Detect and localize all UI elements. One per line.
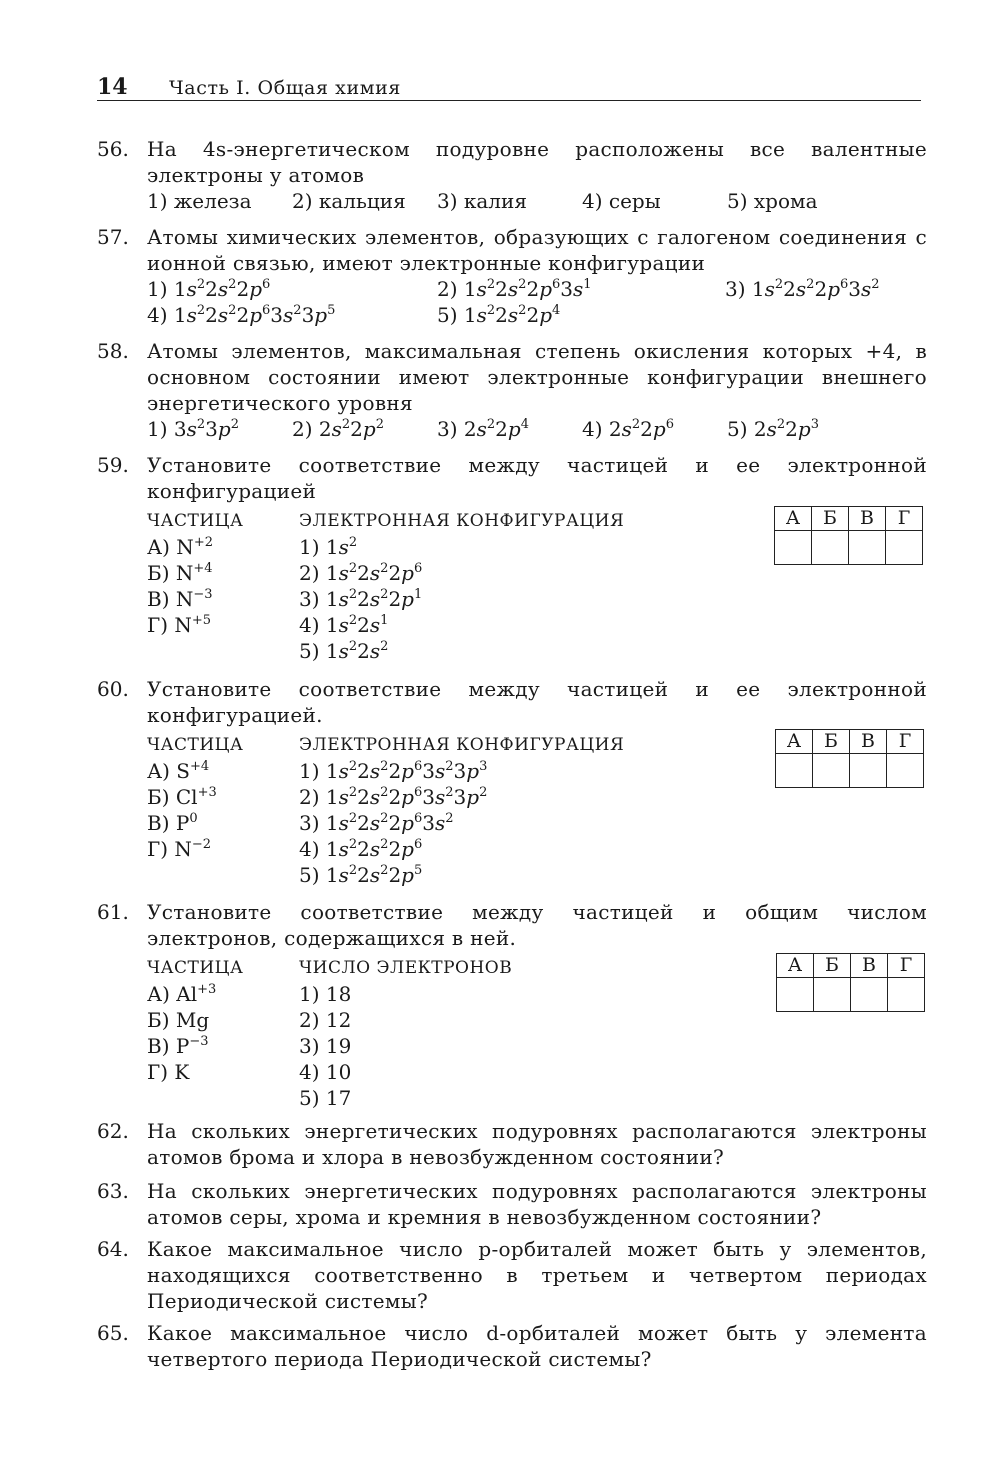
grid-header-v: В bbox=[851, 954, 888, 978]
answer-grid bbox=[776, 953, 925, 1012]
configuration-item: 4) $1s^22s^1$ bbox=[299, 613, 389, 637]
option-2: 2) $1s^22s^22p^63s^1$ bbox=[437, 277, 592, 301]
configuration-item: 2) $1s^22s^22p^6$ bbox=[299, 561, 423, 585]
question-text: Какое максимальное число d-орбиталей может быть у элемента четвертого периода Периодической системы? bbox=[147, 1321, 927, 1371]
question-64 bbox=[97, 1236, 927, 1314]
grid-header-b: Б bbox=[812, 507, 849, 531]
option-4: 4) $2s^22p^6$ bbox=[582, 417, 674, 441]
grid-answer-cell[interactable] bbox=[813, 754, 850, 788]
configuration-column bbox=[299, 508, 624, 664]
particle-item: Б) $N^{+4}$ bbox=[147, 561, 213, 585]
grid-header-b: Б bbox=[813, 730, 850, 754]
grid-answer-cell[interactable] bbox=[850, 754, 887, 788]
grid-header-v: В bbox=[849, 507, 886, 531]
option-4: 4) $1s^22s^22p^63s^23p^5$ bbox=[147, 303, 336, 327]
answer-options bbox=[147, 188, 927, 214]
particle-item: Г) $N^{+5}$ bbox=[147, 613, 212, 637]
question-text: Установите соответствие между частицей и общим числом электронов, содержащихся в ней. bbox=[147, 900, 927, 950]
column-heading: ЧАСТИЦА bbox=[147, 511, 244, 531]
grid-header-v: В bbox=[850, 730, 887, 754]
question-63 bbox=[97, 1178, 927, 1230]
question-text: Установите соответствие между частицей и ее электронной конфигурацией bbox=[147, 453, 927, 503]
question-text: Атомы химических элементов, образующих с галогеном соединения с ионной связью, имеют электронные конфигурации bbox=[147, 225, 927, 275]
electron-count-item: 4) 10 bbox=[299, 1060, 352, 1084]
option-4: 4) серы bbox=[582, 189, 661, 213]
grid-answer-cell[interactable] bbox=[849, 531, 886, 565]
grid-answer-cell[interactable] bbox=[888, 978, 925, 1012]
answer-options bbox=[147, 416, 927, 442]
particle-item: А) $Al^{+3}$ bbox=[147, 982, 217, 1006]
electron-count-item: 2) 12 bbox=[299, 1008, 352, 1032]
particle-column bbox=[147, 955, 243, 1085]
electron-count-item: 5) 17 bbox=[299, 1086, 352, 1110]
particle-item: А) $S^{+4}$ bbox=[147, 759, 210, 783]
option-1: 1) $1s^22s^22p^6$ bbox=[147, 277, 271, 301]
question-61 bbox=[97, 899, 927, 1110]
configuration-item: 1) $1s^2$ bbox=[299, 535, 358, 559]
grid-answer-cell[interactable] bbox=[775, 531, 812, 565]
chapter-title: Часть I. Общая химия bbox=[169, 77, 401, 99]
configuration-item: 5) $1s^22s^2$ bbox=[299, 639, 389, 663]
page-number: 14 bbox=[97, 74, 128, 100]
option-3: 3) калия bbox=[437, 189, 527, 213]
column-heading: ЧАСТИЦА bbox=[147, 958, 244, 978]
question-number: 56. bbox=[97, 137, 129, 161]
particle-item: Б) $Cl^{+3}$ bbox=[147, 785, 217, 809]
question-number: 64. bbox=[97, 1237, 129, 1261]
grid-answer-cell[interactable] bbox=[814, 978, 851, 1012]
column-heading: ЭЛЕКТРОННАЯ КОНФИГУРАЦИЯ bbox=[299, 511, 625, 531]
particle-item: А) $N^{+2}$ bbox=[147, 535, 213, 559]
option-1: 1) $3s^23p^2$ bbox=[147, 417, 239, 441]
particle-column bbox=[147, 732, 243, 862]
option-3: 3) $1s^22s^22p^63s^2$ bbox=[725, 277, 880, 301]
option-1: 1) железа bbox=[147, 189, 252, 213]
grid-header-g: Г bbox=[886, 507, 923, 531]
question-text: Установите соответствие между частицей и ее электронной конфигурацией. bbox=[147, 677, 927, 727]
question-number: 61. bbox=[97, 900, 129, 924]
particle-item: В) $P^0$ bbox=[147, 811, 198, 835]
question-text: На скольких энергетических подуровнях располагаются электроны атомов брома и хлора в невозбужденном состоянии? bbox=[147, 1119, 927, 1169]
question-number: 59. bbox=[97, 453, 129, 477]
grid-header-a: А bbox=[775, 507, 812, 531]
grid-answer-cell[interactable] bbox=[776, 754, 813, 788]
question-65 bbox=[97, 1320, 927, 1372]
configuration-column bbox=[299, 732, 624, 888]
grid-header-a: А bbox=[776, 730, 813, 754]
configuration-item: 3) $1s^22s^22p^63s^2$ bbox=[299, 811, 454, 835]
electron-count-item: 3) 19 bbox=[299, 1034, 352, 1058]
configuration-item: 5) $1s^22s^22p^5$ bbox=[299, 863, 423, 887]
answer-options bbox=[147, 302, 927, 328]
configuration-item: 4) $1s^22s^22p^6$ bbox=[299, 837, 423, 861]
option-3: 3) $2s^22p^4$ bbox=[437, 417, 529, 441]
configuration-item: 3) $1s^22s^22p^1$ bbox=[299, 587, 423, 611]
grid-header-b: Б bbox=[814, 954, 851, 978]
option-2: 2) кальция bbox=[292, 189, 406, 213]
answer-grid bbox=[774, 506, 923, 565]
question-number: 65. bbox=[97, 1321, 129, 1345]
question-text: На 4s-энергетическом подуровне расположены все валентные электроны у атомов bbox=[147, 137, 927, 187]
question-text: На скольких энергетических подуровнях располагаются электроны атомов серы, хрома и кремния в невозбужденном состоянии? bbox=[147, 1179, 927, 1229]
question-number: 58. bbox=[97, 339, 129, 363]
option-2: 2) $2s^22p^2$ bbox=[292, 417, 384, 441]
column-heading: ЧИСЛО ЭЛЕКТРОНОВ bbox=[299, 958, 513, 978]
configuration-item: 2) $1s^22s^22p^63s^23p^2$ bbox=[299, 785, 488, 809]
particle-item: Г) $N^{-2}$ bbox=[147, 837, 212, 861]
grid-answer-cell[interactable] bbox=[851, 978, 888, 1012]
question-56 bbox=[97, 136, 927, 214]
configuration-item: 1) $1s^22s^22p^63s^23p^3$ bbox=[299, 759, 488, 783]
answer-options bbox=[147, 276, 927, 302]
particle-item: Б) Mg bbox=[147, 1008, 210, 1032]
question-number: 57. bbox=[97, 225, 129, 249]
column-heading: ЭЛЕКТРОННАЯ КОНФИГУРАЦИЯ bbox=[299, 735, 625, 755]
question-57 bbox=[97, 224, 927, 328]
running-header bbox=[97, 72, 921, 101]
grid-answer-cell[interactable] bbox=[777, 978, 814, 1012]
question-number: 63. bbox=[97, 1179, 129, 1203]
answer-grid bbox=[775, 729, 924, 788]
question-60 bbox=[97, 676, 927, 887]
option-5: 5) $1s^22s^22p^4$ bbox=[437, 303, 561, 327]
particle-item: Г) K bbox=[147, 1060, 190, 1084]
electron-count-column bbox=[299, 955, 512, 1111]
grid-answer-cell[interactable] bbox=[812, 531, 849, 565]
grid-header-g: Г bbox=[887, 730, 924, 754]
particle-item: В) $N^{-3}$ bbox=[147, 587, 213, 611]
option-5: 5) хрома bbox=[727, 189, 818, 213]
question-58 bbox=[97, 338, 927, 442]
grid-answer-cell[interactable] bbox=[886, 531, 923, 565]
column-heading: ЧАСТИЦА bbox=[147, 735, 244, 755]
particle-item: В) $P^{-3}$ bbox=[147, 1034, 209, 1058]
option-5: 5) $2s^22p^3$ bbox=[727, 417, 819, 441]
question-text: Атомы элементов, максимальная степень окисления которых +4, в основном состоянии имеют электронные конфигурации внешнего энергетического уровня bbox=[147, 339, 927, 415]
grid-header-a: А bbox=[777, 954, 814, 978]
question-text: Какое максимальное число p-орбиталей может быть у элементов, находящихся соответственно в третьем и четвертом периодах Периодической системы? bbox=[147, 1237, 927, 1313]
particle-column bbox=[147, 508, 243, 638]
question-number: 62. bbox=[97, 1119, 129, 1143]
question-number: 60. bbox=[97, 677, 129, 701]
grid-header-g: Г bbox=[888, 954, 925, 978]
grid-answer-cell[interactable] bbox=[887, 754, 924, 788]
question-62 bbox=[97, 1118, 927, 1170]
electron-count-item: 1) 18 bbox=[299, 982, 352, 1006]
question-59 bbox=[97, 452, 927, 663]
